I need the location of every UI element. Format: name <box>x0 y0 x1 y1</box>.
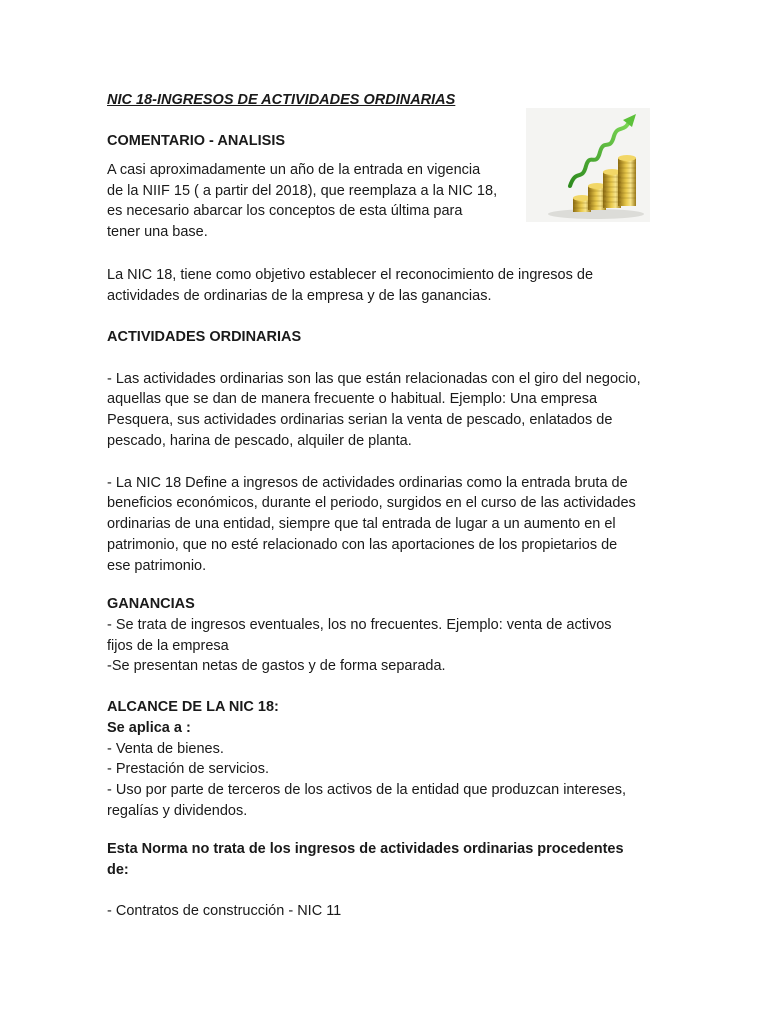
objetivo-line: La NIC 18, tiene como objetivo establecer el reconocimiento de ingresos de <box>107 267 594 283</box>
actividades-line: - La NIC 18 Define a ingresos de actividades ordinarias como la entrada bruta de <box>107 474 628 491</box>
norma-line: - Contratos de construcción - NIC 11 <box>107 903 342 920</box>
coins-illustration <box>526 108 650 222</box>
norma-heading-line: de: <box>107 861 129 878</box>
alcance-section <box>107 697 667 822</box>
alcance-line: - Venta de bienes. <box>107 740 224 757</box>
actividades-line: Pesquera, sus actividades ordinarias serian la venta de pescado, enlatados de <box>107 412 613 429</box>
actividades-line: aquellas que se dan de manera frecuente o habitual. Ejemplo: Una empresa <box>107 391 598 408</box>
comentario-line: tener una base. <box>107 224 208 241</box>
objetivo-section <box>107 265 667 307</box>
actividades-line: - Las actividades ordinarias son las que están relacionadas con el giro del negocio, <box>107 370 641 387</box>
coins-growth-chart-image <box>526 108 650 222</box>
actividades-heading: ACTIVIDADES ORDINARIAS <box>107 329 302 345</box>
alcance-subheading: Se aplica a : <box>107 719 191 736</box>
ganancias-line: - Se trata de ingresos eventuales, los no frecuentes. Ejemplo: venta de activos <box>107 616 612 633</box>
actividades-line: patrimonio, que no esté relacionado con las aportaciones de los propietarios de <box>107 536 618 553</box>
norma-section <box>107 839 667 922</box>
alcance-heading: ALCANCE DE LA NIC 18: <box>107 699 279 715</box>
alcance-line: - Prestación de servicios. <box>107 761 269 778</box>
alcance-line: - Uso por parte de terceros de los activos de la entidad que produzcan intereses, <box>107 782 627 799</box>
alcance-line: regalías y dividendos. <box>107 802 248 819</box>
comentario-line: es necesario abarcar los conceptos de esta última para <box>107 203 463 220</box>
comentario-section <box>107 131 507 243</box>
comentario-line: de la NIIF 15 ( a partir del 2018), que reemplaza a la NIC 18, <box>107 182 498 199</box>
actividades-line: ordinarias de una entidad, siempre que tal entrada de lugar a un aumento en el <box>107 516 616 533</box>
objetivo-line: actividades de ordinarias de la empresa y de las ganancias. <box>107 287 492 304</box>
ganancias-heading: GANANCIAS <box>107 596 195 612</box>
actividades-section <box>107 327 667 577</box>
comentario-line: A casi aproximadamente un año de la entrada en vigencia <box>107 161 481 178</box>
document-title: NIC 18-INGRESOS DE ACTIVIDADES ORDINARIAS <box>107 92 456 108</box>
ganancias-line: fijos de la empresa <box>107 637 229 654</box>
norma-heading-line: Esta Norma no trata de los ingresos de actividades ordinarias procedentes <box>107 841 624 857</box>
actividades-line: ese patrimonio. <box>107 557 207 574</box>
actividades-line: pescado, harina de pescado, alquiler de planta. <box>107 432 412 449</box>
comentario-heading: COMENTARIO - ANALISIS <box>107 133 286 149</box>
actividades-line: beneficios económicos, durante el periodo, surgidos en el curso de las actividades <box>107 495 636 512</box>
ganancias-line: -Se presentan netas de gastos y de forma separada. <box>107 658 446 675</box>
ganancias-section <box>107 594 667 677</box>
